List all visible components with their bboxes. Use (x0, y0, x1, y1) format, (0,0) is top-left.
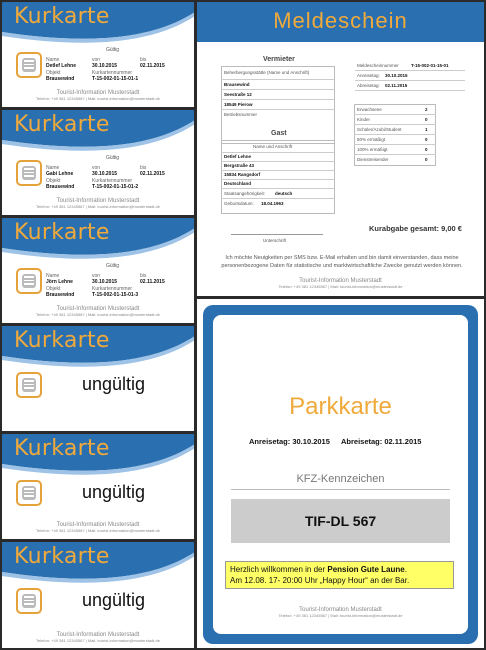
card-header (2, 434, 194, 474)
persons-label-4: 50% ermäßigt (357, 137, 386, 142)
gast-line-3: 15834 Rangsdorf (224, 172, 261, 177)
von-label: von (92, 273, 101, 279)
staat-value: deutsch (275, 191, 293, 196)
footer-contact: Telefon: +49 381 12345567 | Mail: tourist-information@musterstadt.de (36, 638, 160, 643)
card-footer (2, 90, 194, 101)
card-title: Kurkarte (14, 436, 110, 461)
card-footer (2, 198, 194, 209)
von-value: 30.10.2015 (92, 63, 118, 69)
divider (355, 80, 465, 81)
persons-value-5: 0 (425, 147, 428, 152)
abreise-value: 02.11.2015 (385, 83, 408, 88)
note-pension-name: Pension Gute Laune (327, 565, 405, 574)
persons-value-6: 0 (425, 157, 428, 162)
kknr-label: Kurkartennummer (92, 286, 133, 292)
divider (221, 188, 335, 189)
vermieter-title: Vermieter (263, 56, 295, 63)
kurkarte-void-card-1 (0, 324, 196, 433)
persons-label-5: 100% ermäßigt (357, 147, 388, 152)
kurkarte-card-3 (0, 216, 196, 325)
note-text-pre: Herzlich willkommen in der (230, 565, 328, 574)
footer-title: Tourist-Information Musterstadt (56, 90, 140, 96)
persons-value-4: 0 (425, 137, 428, 142)
kurkarte-void-card-3 (0, 540, 196, 650)
logo-icon (16, 160, 42, 186)
geb-value: 18.04.1963 (261, 201, 284, 206)
divider (221, 161, 335, 162)
parkkarte-card (213, 315, 468, 634)
card-header (2, 2, 194, 42)
anreise-value: 30.10.2015 (385, 73, 408, 78)
name-label: Name (46, 57, 60, 63)
card-header (2, 542, 194, 582)
divider (354, 134, 436, 135)
divider (354, 144, 436, 145)
kfz-plate: TIF-DL 567 (231, 499, 450, 543)
persons-label-1: Erwachsene (357, 107, 382, 112)
divider (354, 114, 436, 115)
msnr-value: T-15-002-01-15-01 (411, 63, 449, 68)
void-label: ungültig (82, 482, 146, 502)
staat-label: Staatsangehörigkeit: (224, 191, 266, 196)
card-footer (2, 306, 194, 317)
beherb-line-1: Brausewind (224, 82, 250, 87)
card-title: Kurkarte (14, 112, 110, 137)
bis-label: bis (140, 165, 147, 171)
objekt-value: Brausewind (46, 76, 75, 82)
meldeschein-footer (197, 278, 484, 289)
divider (231, 489, 450, 490)
persons-value-2: 0 (425, 117, 428, 122)
divider (221, 152, 335, 153)
persons-label-2: Kinder (357, 117, 371, 122)
bis-value: 02.11.2015 (140, 171, 165, 177)
footer-title: Tourist-Information Musterstadt (56, 306, 140, 312)
persons-value-1: 2 (425, 107, 428, 112)
consent-text: Ich möchte Neuigkeiten per SMS bzw. E-Mail erhalten und bin damit einverstanden, dass meine personenbezogene Daten für statistische und marktwirtschaftliche Zwecke genutzt werden können. (221, 255, 463, 269)
persons-label-6: Dienstreisender (357, 157, 389, 162)
divider (221, 109, 335, 110)
divider (355, 70, 465, 71)
kknr-label: Kurkartennummer (92, 70, 133, 76)
kknr-value: T-15-002-01-15-01-1 (92, 76, 139, 82)
footer-title: Tourist-Information Musterstadt (56, 522, 140, 528)
kknr-value: T-15-002-01-15-01-2 (92, 184, 139, 190)
parkkarte-footer (213, 607, 468, 618)
card-title: Kurkarte (14, 4, 110, 29)
signature-label: Unterschrift (263, 238, 287, 243)
divider (221, 198, 335, 199)
bis-value: 02.11.2015 (140, 279, 165, 285)
name-value: Detlef Lehne (46, 63, 77, 69)
footer-contact: Telefon: +49 381 12345567 | Mail: tourist-information@musterstadt.de (36, 204, 160, 209)
note-happy-hour: Am 12.08. 17- 20:00 Uhr „Happy Hour“ an der Bar. (230, 576, 410, 585)
geb-label: Geburtsdatum: (224, 201, 254, 206)
objekt-value: Brausewind (46, 292, 75, 298)
footer-contact: Telefon: +49 381 12345567 | Mail: tourist-information@musterstadt.de (36, 96, 160, 101)
parkkarte-frame (195, 297, 486, 650)
footer-title: Tourist-Information Musterstadt (299, 607, 382, 613)
bis-value: 02.11.2015 (140, 63, 165, 69)
logo-icon (16, 480, 42, 506)
divider (221, 89, 335, 90)
kknr-label: Kurkartennummer (92, 178, 133, 184)
abreise-label: Abreisetag: (357, 83, 380, 88)
beherb-label: Beherbergungsstätte (Name und Anschrift) (224, 70, 310, 75)
logo-icon (16, 372, 42, 398)
kurkarte-void-card-2 (0, 432, 196, 541)
objekt-value: Brausewind (46, 184, 75, 190)
gueltig-label: Gültig (106, 155, 120, 161)
card-title: Kurkarte (14, 544, 110, 569)
divider (221, 99, 335, 100)
divider (354, 154, 436, 155)
card-title: Kurkarte (14, 328, 110, 353)
anreise-label: Anreisetag: (357, 73, 380, 78)
divider (355, 90, 465, 91)
logo-icon (16, 52, 42, 78)
gueltig-label: Gültig (106, 47, 120, 53)
footer-title: Tourist-Information Musterstadt (56, 632, 140, 638)
welcome-note (225, 561, 454, 589)
card-title: Kurkarte (14, 220, 110, 245)
gast-title: Gast (271, 130, 287, 137)
von-label: von (92, 165, 101, 171)
kurkarte-card-1 (0, 0, 196, 109)
parkkarte-anreise: Anreisetag: 30.10.2015 (249, 437, 330, 446)
divider (221, 179, 335, 180)
name-label: Name (46, 273, 60, 279)
von-label: von (92, 57, 101, 63)
footer-contact: Telefon: +49 381 12345567 | Mail: tourist-information@musterstadt.de (278, 613, 403, 618)
persons-label-3: Schüler/Azubi/Student (357, 127, 402, 132)
footer-contact: Telefon: +49 381 12345567 | Mail: tourist-information@musterstadt.de (36, 528, 160, 533)
logo-icon (16, 268, 42, 294)
kurabgabe-total: Kurabgabe gesamt: 9,00 € (369, 224, 462, 233)
von-value: 30.10.2015 (92, 279, 118, 285)
objekt-label: Objekt (46, 178, 61, 184)
note-text-post: . (404, 565, 407, 574)
gast-line-4: Deutschland (224, 181, 252, 186)
logo-icon (16, 588, 42, 614)
von-value: 30.10.2015 (92, 171, 118, 177)
card-header (2, 110, 194, 150)
gast-line-1: Detlef Lehne (224, 154, 252, 159)
kfz-label: KFZ-Kennzeichen (296, 473, 385, 485)
void-label: ungültig (82, 590, 146, 610)
card-footer (2, 632, 194, 643)
signature-line (231, 234, 323, 235)
divider (354, 124, 436, 125)
beherb-line-3: 18549 Pierow (224, 102, 253, 107)
bis-label: bis (140, 273, 147, 279)
footer-contact: Telefon: +49 381 12345567 | Mail: tourist-information@musterstadt.de (278, 284, 403, 289)
meldeschein-form (195, 0, 486, 298)
kknr-value: T-15-002-01-15-01-3 (92, 292, 139, 298)
card-header (2, 326, 194, 366)
parkkarte-title: Parkkarte (289, 393, 392, 420)
divider (221, 170, 335, 171)
footer-title: Tourist-Information Musterstadt (299, 278, 382, 284)
footer-title: Tourist-Information Musterstadt (56, 198, 140, 204)
void-label: ungültig (82, 374, 146, 394)
kurkarte-card-2 (0, 108, 196, 217)
persons-value-3: 1 (425, 127, 428, 132)
footer-contact: Telefon: +49 381 12345567 | Mail: tourist-information@musterstadt.de (36, 312, 160, 317)
card-header (2, 218, 194, 258)
gueltig-label: Gültig (106, 263, 120, 269)
gast-label: Name und Anschrift (253, 144, 293, 149)
gast-line-2: Bergstraße 43 (224, 163, 255, 168)
parkkarte-abreise: Abreisetag: 02.11.2015 (341, 437, 422, 446)
name-value: Jörn Lehne (46, 279, 73, 285)
name-label: Name (46, 165, 60, 171)
objekt-label: Objekt (46, 70, 61, 76)
msnr-label: Meldescheinnummer (357, 63, 399, 68)
bis-label: bis (140, 57, 147, 63)
divider (221, 79, 335, 80)
card-footer (2, 522, 194, 533)
objekt-label: Objekt (46, 286, 61, 292)
betrieb-label: Betriebsnummer (224, 112, 258, 117)
beherb-line-2: Seestraße 12 (224, 92, 252, 97)
meldeschein-title: Meldeschein (273, 8, 408, 33)
name-value: Gabi Lehne (46, 171, 74, 177)
